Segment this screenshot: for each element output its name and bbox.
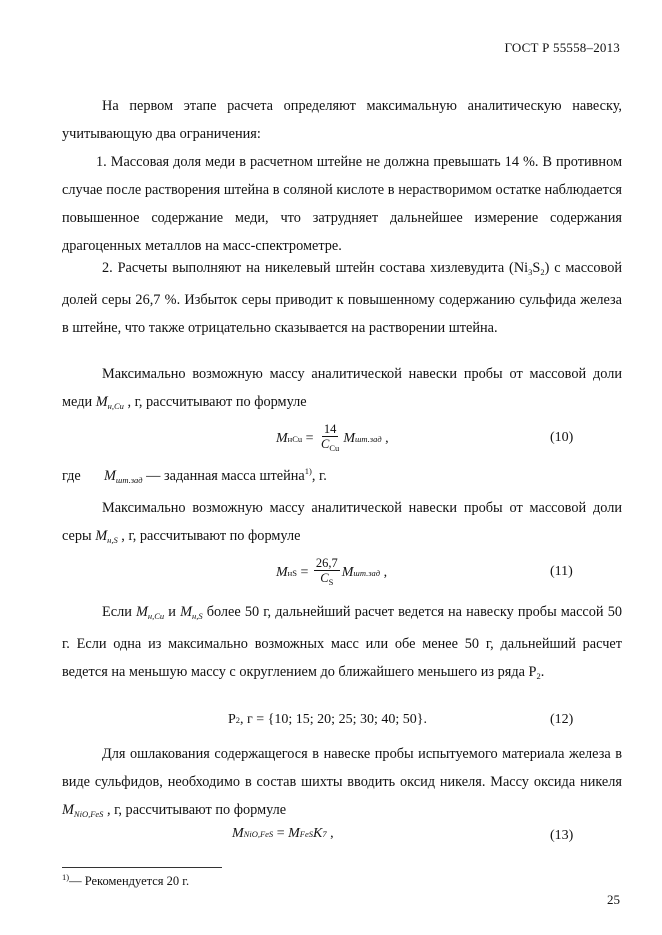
formula-12	[228, 712, 427, 728]
paragraph-limit-1: 1. Массовая доля меди в расчетном штейне не должна превышать 14 %. В противном случае после растворения штейна в соляной кислоте в нерастворимом остатке наблюдается повышенное содержание меди, что затрудняет дальнейшее измерение содержания драгоценных металлов на масс-спектрометре.	[62, 154, 622, 254]
subscript: шт.зад	[353, 567, 381, 578]
subscript: 3	[528, 267, 533, 277]
denominator	[318, 571, 335, 589]
text-run: , г = {10; 15; 20; 25; 30; 40; 50}.	[240, 712, 427, 727]
symbol: C	[321, 437, 330, 451]
symbol: M	[276, 564, 288, 580]
footnote-separator	[62, 867, 222, 868]
text-run: — заданная масса штейна	[142, 467, 305, 484]
symbol: M	[135, 604, 148, 620]
equation-number-10: (10)	[550, 430, 574, 445]
footnote-ref: 1)	[304, 466, 312, 476]
symbol: K	[312, 826, 323, 841]
subscript: NiO,FeS	[73, 809, 104, 819]
paragraph-intro: На первом этапе расчета определяют максимальную аналитическую навеску, учитывающую два ограничения:	[62, 98, 622, 142]
formula-13	[232, 826, 334, 842]
symbol: M	[341, 564, 354, 580]
equals-sign: =	[296, 564, 312, 580]
page-number: 25	[607, 892, 620, 907]
paragraph-s-mass	[62, 494, 622, 554]
equals-sign: =	[273, 826, 289, 841]
text-run: Максимально возможную массу аналитической навески пробы от массовой доли меди	[62, 366, 622, 410]
symbol: M	[104, 467, 116, 484]
punctuation: ,	[381, 430, 389, 446]
symbol: M	[180, 604, 192, 620]
subscript: шт.зад	[115, 474, 143, 485]
symbol: M	[276, 430, 288, 446]
footnote	[62, 872, 189, 889]
subscript: н,S	[107, 535, 118, 545]
text-run: , г, рассчитывают по формуле	[103, 802, 287, 818]
footnote-text: — Рекомендуется 20 г.	[69, 874, 190, 889]
where-clause	[62, 466, 327, 485]
text-run: S	[532, 260, 541, 276]
standard-code-header: ГОСТ Р 55558–2013	[504, 40, 620, 55]
text-run: ) с массовой долей серы 26,7 %. Избыток серы приводит к повышенному содержанию сульфида железа в штейне, что также отрицательно сказывается на растворении штейна.	[62, 260, 622, 336]
symbol: M	[95, 528, 108, 544]
text-run: Максимально возможную массу аналитической навески пробы от массовой доли серы	[62, 500, 622, 544]
symbol: Р	[228, 712, 236, 727]
where-label: где	[62, 467, 81, 484]
subscript: 2	[540, 267, 545, 277]
subscript: 7	[322, 829, 327, 839]
formula-11	[276, 556, 387, 589]
numerator: 26,7	[315, 556, 338, 570]
text-run: .	[540, 664, 545, 680]
subscript: Cu	[329, 443, 340, 453]
paragraph-nio	[62, 740, 622, 828]
subscript: нS	[287, 567, 297, 578]
paragraph-cu-mass	[62, 360, 622, 420]
formula-10	[276, 422, 389, 455]
subscript: NiO,FeS	[243, 829, 274, 839]
text-run: 2. Расчеты выполняют на никелевый штейн состава хизлевудита (Ni	[102, 260, 529, 276]
subscript: S	[328, 577, 334, 587]
equation-number-11: (11)	[550, 564, 573, 579]
symbol: M	[232, 826, 244, 841]
symbol: M	[62, 802, 74, 818]
symbol: C	[320, 571, 329, 585]
paragraph-mass-rule	[62, 598, 622, 690]
equation-number-13: (13)	[550, 828, 574, 843]
text-run: Для ошлакования содержащегося в навеске пробы испытуемого материала железа в виде сульфидов, необходимо в состав шихты вводить оксид никеля. Массу оксида никеля	[62, 746, 622, 790]
punctuation: ,	[326, 826, 334, 841]
subscript: н,Cu	[107, 401, 124, 411]
subscript: шт.зад	[354, 433, 382, 444]
text-run: , г, рассчитывают по формуле	[117, 528, 301, 544]
paragraph-limit-2	[62, 254, 622, 342]
punctuation: ,	[380, 564, 388, 580]
footnote-marker: 1)	[62, 872, 70, 882]
fraction	[314, 556, 340, 589]
symbol: M	[343, 430, 355, 446]
subscript: нCu	[287, 433, 303, 444]
symbol: M	[95, 394, 108, 410]
text-run: и	[164, 604, 181, 620]
subscript: 2	[536, 671, 541, 681]
subscript: н,Cu	[147, 611, 165, 621]
equals-sign: =	[302, 430, 318, 446]
equation-number-12: (12)	[550, 712, 574, 727]
text-run: более 50 г, дальнейший расчет ведется на навеску пробы массой 50 г. Если одна из максимально возможных масс или обе менее 50 г, дальнейший расчет ведется на меньшую массу с округлением до ближайшего меньшего из ряда Р	[62, 604, 622, 680]
numerator: 14	[323, 422, 337, 436]
symbol: M	[288, 826, 300, 841]
text-run: , г.	[311, 467, 327, 484]
subscript: 2	[235, 715, 241, 725]
subscript: FeS	[299, 829, 313, 839]
fraction	[319, 422, 341, 455]
denominator	[319, 437, 341, 455]
subscript: н,S	[191, 611, 203, 621]
text-run: , г, рассчитывают по формуле	[123, 394, 307, 410]
text-run: Если	[102, 604, 136, 620]
